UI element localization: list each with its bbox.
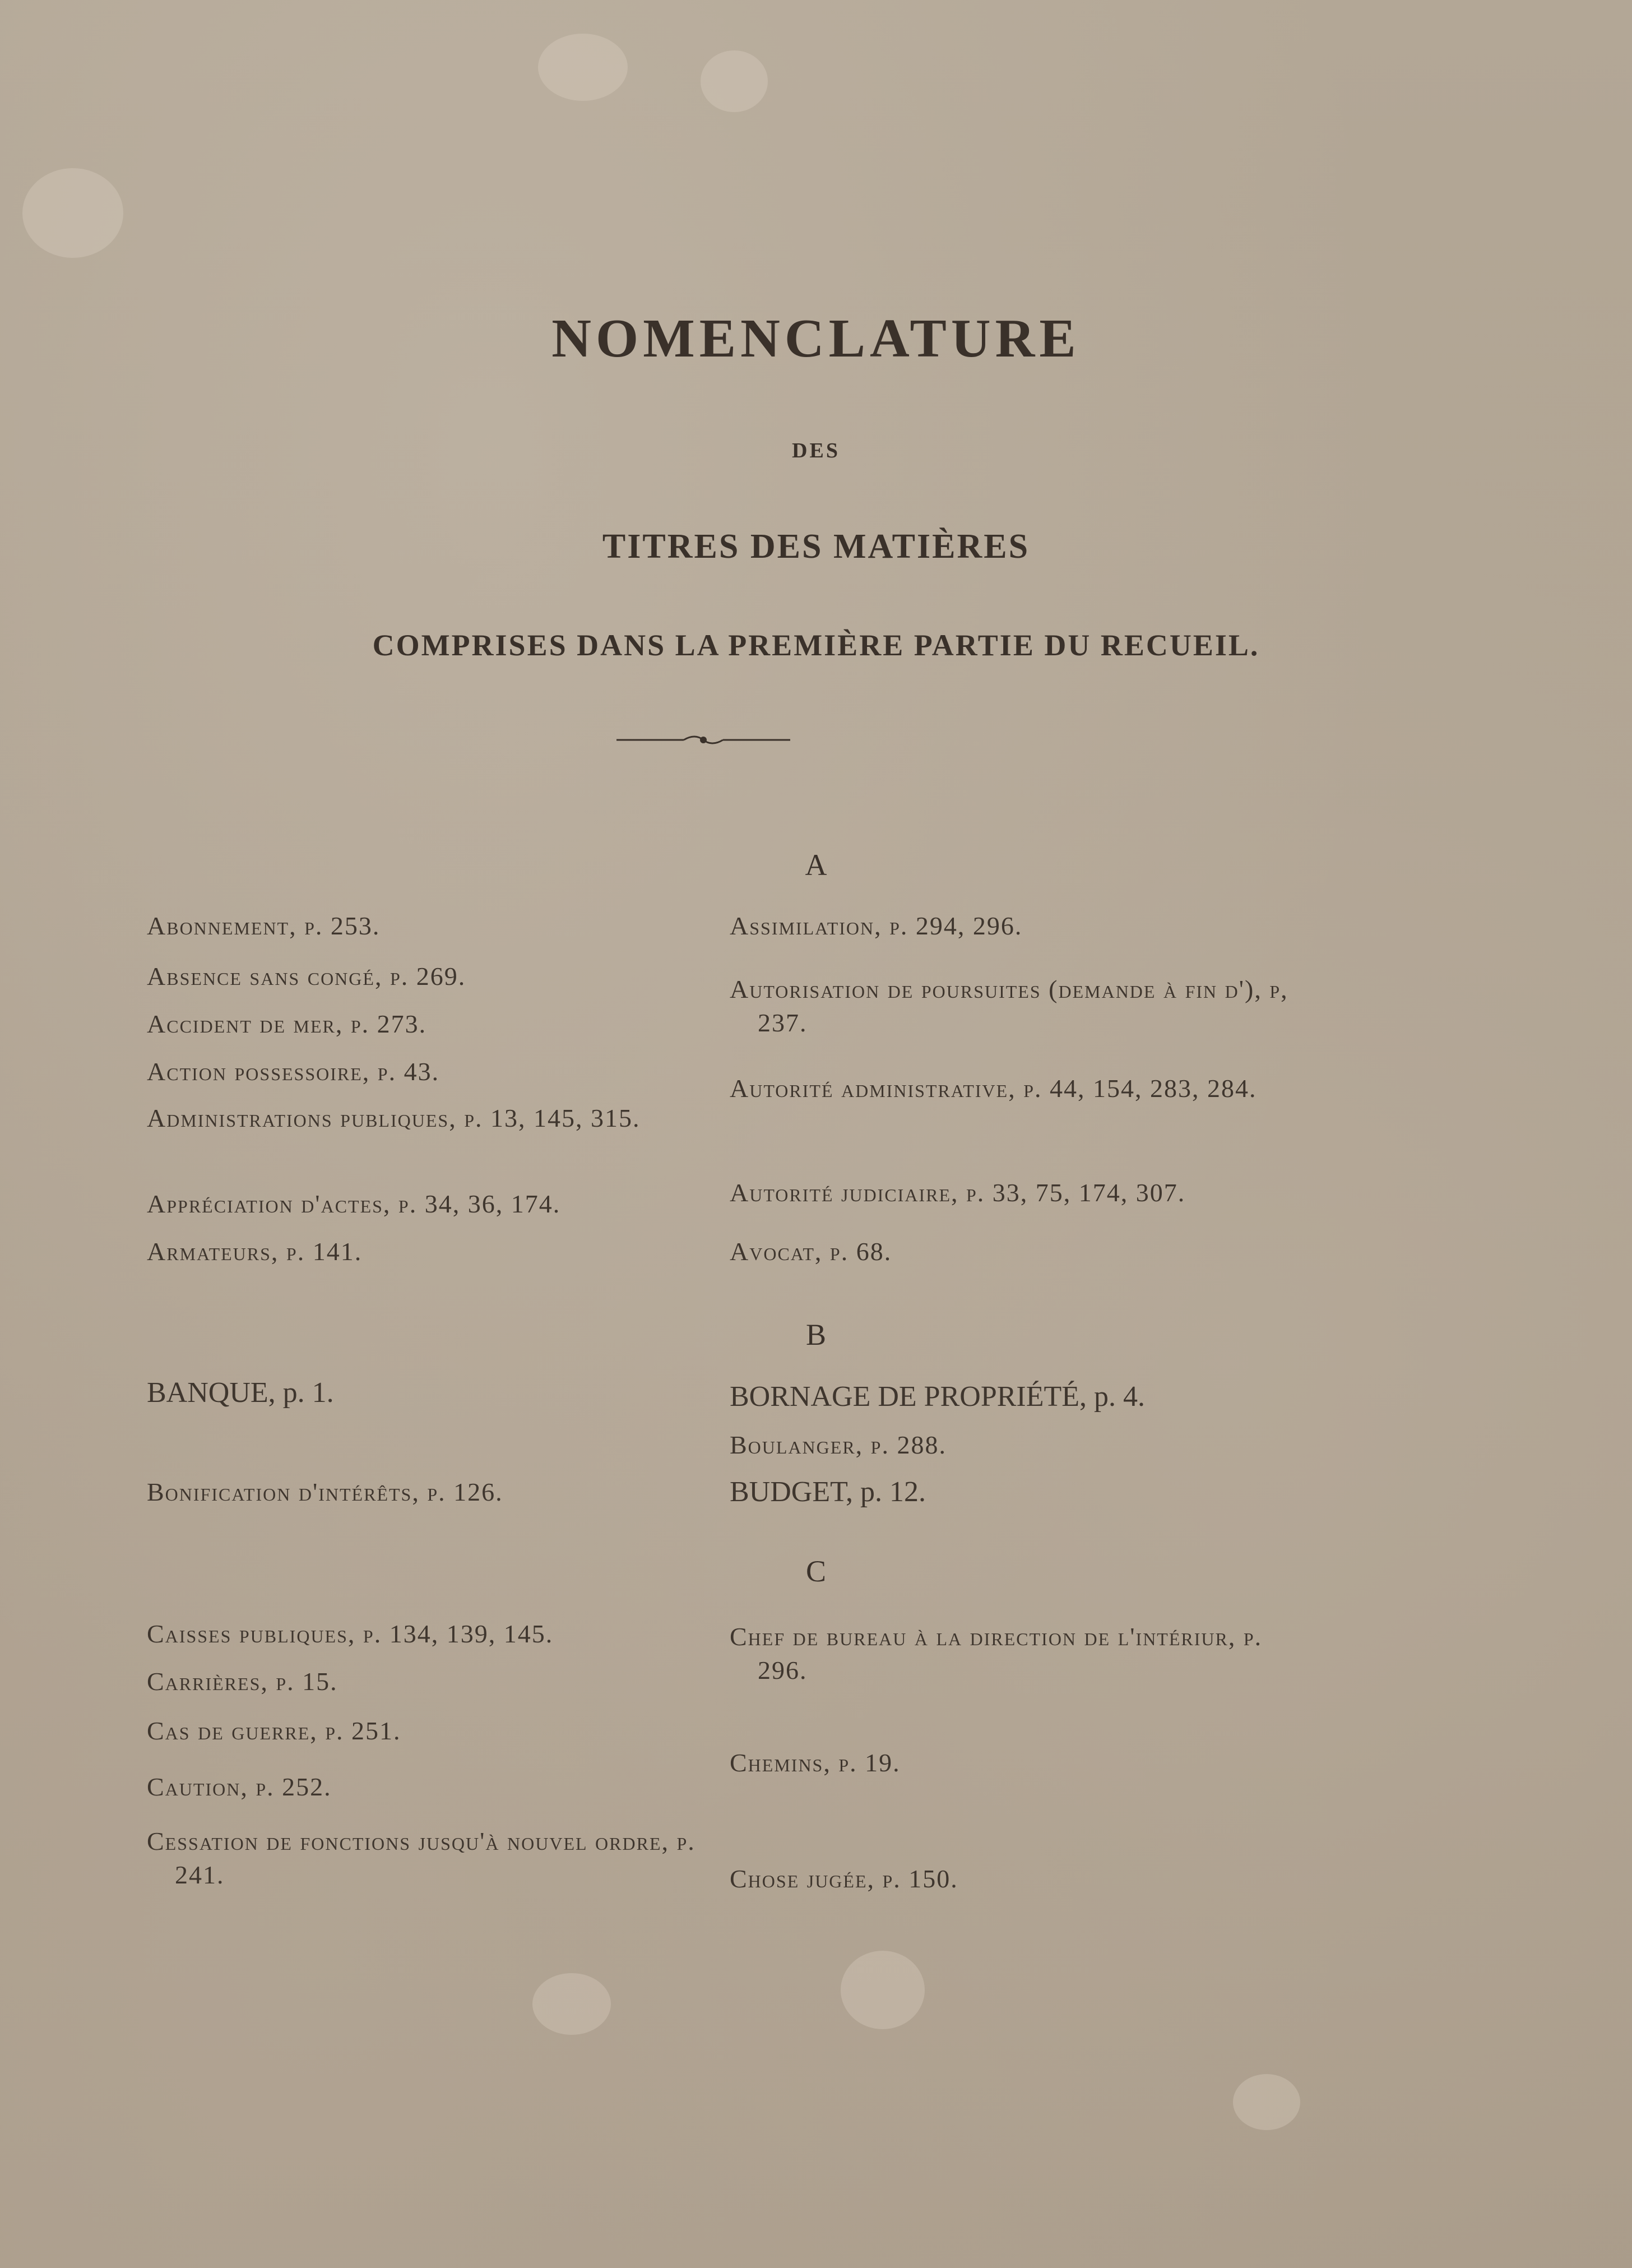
section-letter-b: B xyxy=(805,1318,827,1351)
index-entry: Caisses publiques, p. 134, 139, 145. xyxy=(147,1619,554,1648)
index-entry: Cas de guerre, p. 251. xyxy=(147,1716,401,1745)
index-entry: BUDGET, p. 12. xyxy=(730,1476,926,1508)
index-entry: Abonnement, p. 253. xyxy=(147,911,381,940)
paper-stain xyxy=(532,1973,611,2035)
index-entry: Action possessoire, p. 43. xyxy=(147,1057,440,1086)
page-title: NOMENCLATURE xyxy=(551,308,1081,369)
index-entry: Chef de bureau à la direction de l'intériur, p. 296. xyxy=(730,1622,1263,1684)
index-entry: Carrières, p. 15. xyxy=(147,1667,338,1696)
index-entry: Autorité administrative, p. 44, 154, 283, 284. xyxy=(730,1074,1257,1103)
paper-stain xyxy=(22,168,123,258)
section-letter-a: A xyxy=(805,848,827,882)
index-entry: Bonification d'intérêts, p. 126. xyxy=(147,1478,503,1506)
index-entry: Autorisation de poursuites (demande à fin d'), p, 237. xyxy=(730,975,1288,1037)
paper-stain xyxy=(701,50,768,112)
subtitle-des: DES xyxy=(792,439,840,462)
index-entry: Assimilation, p. 294, 296. xyxy=(730,911,1023,940)
ornament-divider-icon xyxy=(616,729,790,751)
index-entry: BORNAGE DE PROPRIÉTÉ, p. 4. xyxy=(730,1381,1146,1413)
paper-stain xyxy=(1233,2074,1300,2130)
subtitle-comprises: COMPRISES DANS LA PREMIÈRE PARTIE DU RECUEIL. xyxy=(372,628,1260,662)
index-entry: Administrations publiques, p. 13, 145, 315. xyxy=(147,1104,641,1132)
index-entry: Absence sans congé, p. 269. xyxy=(147,962,466,990)
index-entry: Caution, p. 252. xyxy=(147,1772,332,1801)
index-entry: Autorité judiciaire, p. 33, 75, 174, 307. xyxy=(730,1178,1186,1207)
index-entry: Chemins, p. 19. xyxy=(730,1748,901,1777)
paper-stain xyxy=(538,34,628,101)
section-letter-c: C xyxy=(805,1554,827,1588)
index-entry: BANQUE, p. 1. xyxy=(147,1377,334,1409)
index-entry: Boulanger, p. 288. xyxy=(730,1431,947,1459)
index-entry: Armateurs, p. 141. xyxy=(147,1237,363,1266)
paper-stain xyxy=(841,1951,925,2029)
subtitle-titres: TITRES DES MATIÈRES xyxy=(602,527,1030,566)
index-entry: Cessation de fonctions jusqu'à nouvel ordre, p. 241. xyxy=(147,1827,696,1889)
index-entry: Chose jugée, p. 150. xyxy=(730,1864,958,1893)
index-entry: Appréciation d'actes, p. 34, 36, 174. xyxy=(147,1189,561,1218)
index-entry: Accident de mer, p. 273. xyxy=(147,1010,427,1038)
index-entry: Avocat, p. 68. xyxy=(730,1237,892,1266)
